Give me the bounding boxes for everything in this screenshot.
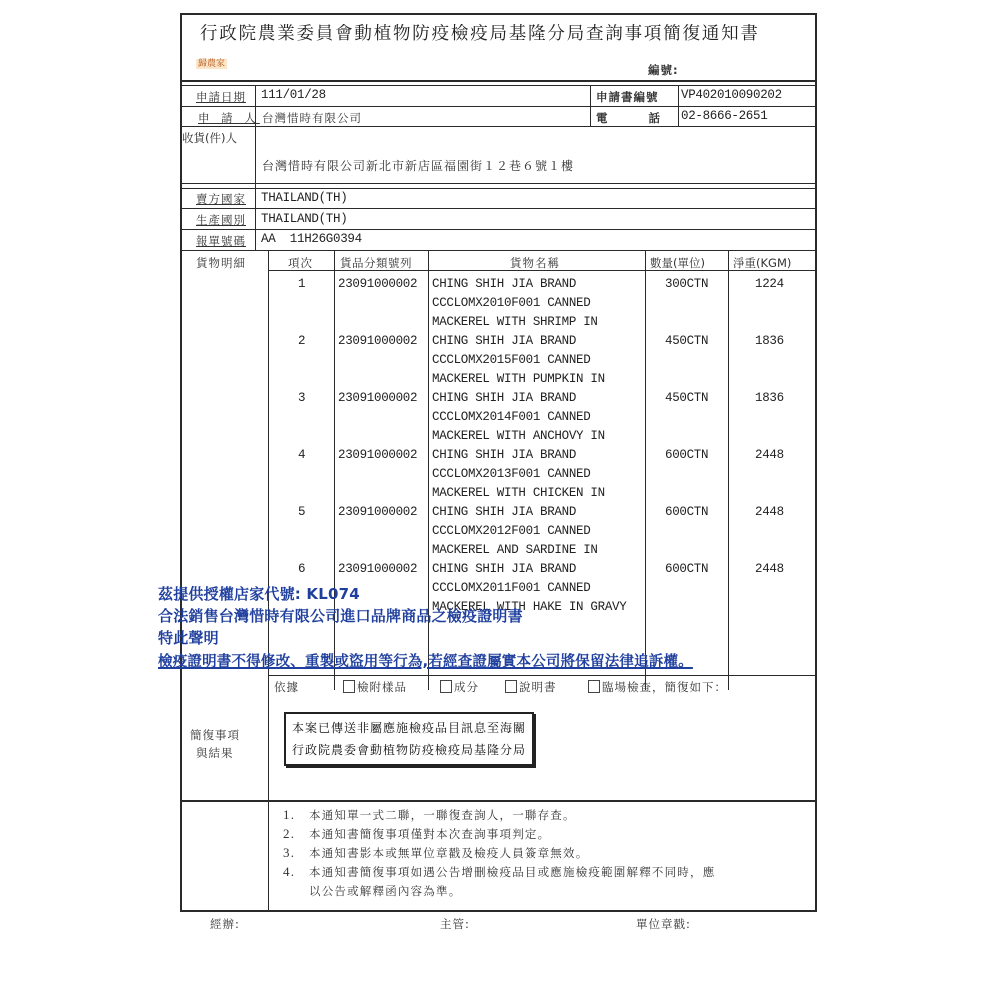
document-title: 行政院農業委員會動植物防疫檢疫局基隆分局查詢事項簡復通知書 — [200, 24, 760, 44]
row-name-line: MACKEREL WITH ANCHOVY IN — [432, 429, 605, 443]
basis-label: 依據 — [274, 680, 299, 694]
checkbox-manual[interactable] — [505, 680, 517, 693]
row-name-line: CCCLOMX2010F001 CANNED — [432, 296, 591, 310]
row-code: 23091000002 — [338, 277, 418, 291]
row-name-line: CCCLOMX2015F001 CANNED — [432, 353, 591, 367]
row-item: 3 — [298, 391, 306, 405]
apply-date-label: 申請日期 — [196, 90, 246, 104]
row-item: 5 — [298, 505, 306, 519]
basis-option-label: 檢附樣品 — [357, 680, 407, 694]
row-weight: 2448 — [755, 562, 784, 576]
customs-stamp — [284, 712, 534, 766]
row-qty: 450CTN — [665, 391, 709, 405]
goods-detail-label: 貨物明細 — [196, 256, 246, 270]
row-qty: 300CTN — [665, 277, 709, 291]
origin-value: THAILAND(TH) — [261, 212, 348, 226]
unit-seal-label: 單位章戳: — [636, 917, 691, 931]
row-name-line: CCCLOMX2014F001 CANNED — [432, 410, 591, 424]
row-name-line: MACKEREL AND SARDINE IN — [432, 543, 598, 557]
row-name-line: CHING SHIH JIA BRAND — [432, 562, 577, 576]
basis-option-manual[interactable] — [505, 679, 557, 695]
serial-label: 編號: — [648, 63, 679, 77]
header-weight: 淨重(KGM) — [733, 256, 792, 270]
source-tag-label: 歸農家 — [198, 59, 226, 69]
header-code: 貨品分類號列 — [340, 256, 412, 270]
basis-option-sample[interactable] — [343, 679, 407, 695]
overlay-line-4: 檢疫證明書不得修改、重製或盜用等行為,若經查證屬實本公司將保留法律追訴權。 — [158, 654, 693, 670]
source-tag — [196, 55, 227, 69]
row-name-line: CCCLOMX2012F001 CANNED — [432, 524, 591, 538]
note-item-2: 2. 本通知書簡復事項僅對本次查詢事項判定。 — [283, 826, 551, 841]
basis-option-ingredients[interactable] — [440, 679, 479, 695]
declaration-no-value: AA 11H26G0394 — [261, 232, 362, 246]
stamp-line-1: 本案已傳送非屬應施檢疫品目訊息至海關 — [292, 721, 527, 735]
note-item-4: 4. 本通知書簡復事項如遇公告增刪檢疫品目或應施檢疫範圍解釋不同時，應 — [283, 864, 716, 879]
phone-value: 02-8666-2651 — [681, 109, 768, 123]
note-item-4-cont: 以公告或解釋函內容為準。 — [309, 884, 462, 898]
overlay-line-3: 特此聲明 — [158, 629, 219, 647]
checkbox-onsite[interactable] — [588, 680, 600, 693]
row-code: 23091000002 — [338, 448, 418, 462]
stamp-line-2: 行政院農委會動植物防疫檢疫局基隆分局 — [292, 743, 527, 757]
row-item: 2 — [298, 334, 306, 348]
row-weight: 1836 — [755, 334, 784, 348]
row-qty: 600CTN — [665, 562, 709, 576]
row-name-line: CHING SHIH JIA BRAND — [432, 391, 577, 405]
consignee-value: 台灣惜時有限公司新北市新店區福園街１２巷６號１樓 — [262, 159, 575, 173]
row-name-line: MACKEREL WITH PUMPKIN IN — [432, 372, 605, 386]
header-item: 項次 — [288, 256, 313, 270]
origin-label: 生產國別 — [196, 213, 246, 227]
application-no-label: 申請書編號 — [596, 90, 659, 104]
overlay-line-2: 合法銷售台灣惜時有限公司進口品牌商品之檢疫證明書 — [158, 607, 523, 625]
applicant-label: 申 請 人 — [198, 111, 260, 125]
handler-signature-label: 經辦: — [210, 917, 240, 931]
row-weight: 2448 — [755, 505, 784, 519]
note-item-3: 3. 本通知書影本或無單位章戳及檢疫人員簽章無效。 — [283, 845, 589, 860]
row-name-line: CCCLOMX2013F001 CANNED — [432, 467, 591, 481]
row-weight: 1224 — [755, 277, 784, 291]
checkbox-ingredients[interactable] — [440, 680, 452, 693]
row-qty: 600CTN — [665, 505, 709, 519]
header-name: 貨物名稱 — [510, 256, 560, 270]
seller-country-label: 賣方國家 — [196, 192, 246, 206]
overlay-line-1: 茲提供授權店家代號: KL074 — [158, 585, 360, 603]
seller-country-value: THAILAND(TH) — [261, 191, 348, 205]
row-name-line: CHING SHIH JIA BRAND — [432, 448, 577, 462]
row-weight: 1836 — [755, 391, 784, 405]
row-item: 4 — [298, 448, 306, 462]
consignee-label: 收貨(件)人 — [182, 131, 237, 145]
row-code: 23091000002 — [338, 334, 418, 348]
row-qty: 450CTN — [665, 334, 709, 348]
phone-label: 電 話 — [596, 111, 666, 125]
row-name-line: MACKEREL WITH CHICKEN IN — [432, 486, 605, 500]
row-name-line: CHING SHIH JIA BRAND — [432, 277, 577, 291]
row-item: 6 — [298, 562, 306, 576]
row-name-line: CCCLOMX2011F001 CANNED — [432, 581, 591, 595]
reply-label-line1: 簡復事項 — [190, 728, 240, 742]
row-name-line: CHING SHIH JIA BRAND — [432, 505, 577, 519]
apply-date-value: 111/01/28 — [261, 88, 326, 102]
row-name-line: MACKEREL WITH HAKE IN GRAVY — [432, 600, 627, 614]
basis-option-onsite[interactable] — [588, 679, 727, 695]
row-code: 23091000002 — [338, 562, 418, 576]
row-item: 1 — [298, 277, 306, 291]
row-name-line: MACKEREL WITH SHRIMP IN — [432, 315, 598, 329]
basis-option-label: 成分 — [454, 680, 479, 694]
checkbox-sample[interactable] — [343, 680, 355, 693]
declaration-no-label: 報單號碼 — [196, 234, 246, 248]
note-item-1: 1. 本通知單一式二聯，一聯復查詢人，一聯存查。 — [283, 807, 576, 822]
applicant-value: 台灣惜時有限公司 — [262, 111, 362, 125]
row-code: 23091000002 — [338, 505, 418, 519]
row-qty: 600CTN — [665, 448, 709, 462]
basis-option-label: 說明書 — [519, 680, 557, 694]
row-weight: 2448 — [755, 448, 784, 462]
reply-label-line2: 與結果 — [196, 746, 234, 760]
row-code: 23091000002 — [338, 391, 418, 405]
application-no-value: VP402010090202 — [681, 88, 782, 102]
basis-option-label: 臨場檢查，簡復如下： — [602, 680, 727, 694]
supervisor-signature-label: 主管: — [440, 917, 470, 931]
header-qty: 數量(單位) — [650, 256, 705, 270]
row-name-line: CHING SHIH JIA BRAND — [432, 334, 577, 348]
